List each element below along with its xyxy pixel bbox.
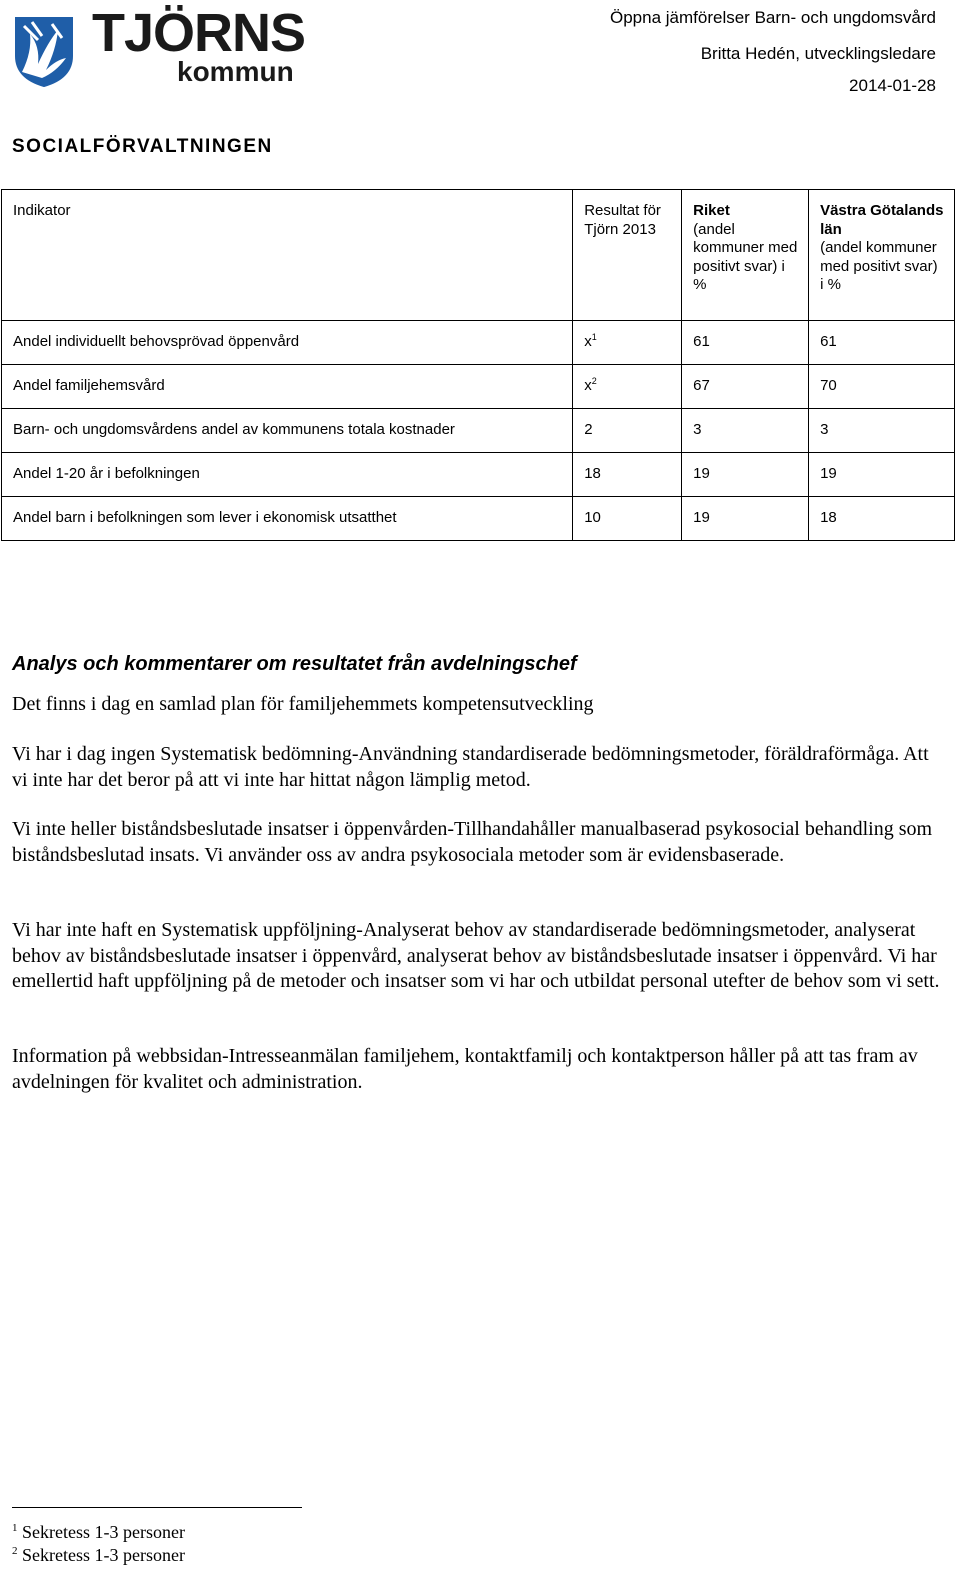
footnote-number: 2 <box>12 1545 18 1557</box>
document-date: 2014-01-28 <box>849 76 936 95</box>
header-riket-rest: (andel kommuner med positivt svar) i % <box>693 220 798 293</box>
footnote-text: Sekretess 1-3 personer <box>22 1545 185 1565</box>
cell-riket: 61 <box>682 321 809 365</box>
table-row <box>2 497 955 541</box>
cell-result <box>573 365 682 409</box>
table-row <box>2 409 955 453</box>
cell-indicator: Andel 1-20 år i befolkningen <box>2 453 573 497</box>
cell-vg: 3 <box>809 409 955 453</box>
cell-indicator: Barn- och ungdomsvårdens andel av kommunens totala kostnader <box>2 409 573 453</box>
cell-riket: 3 <box>682 409 809 453</box>
analysis-paragraph: Vi har inte haft en Systematisk uppföljning-Analyserat behov av standardiserade bedömningsmetoder, analyserat behov av biståndsbeslutade insatser i öppenvård, analyserat behov av biståndsbeslutade insatser i öppenvård. Vi har emellertid haft uppföljning på de metoder och insatser som vi har och utbildat personal utefter de behov som vi sett. <box>12 919 940 992</box>
cell-vg: 70 <box>809 365 955 409</box>
header-vg-rest: (andel kommuner med positivt svar) i % <box>820 239 938 293</box>
document-author: Britta Hedén, utvecklingsledare <box>700 44 936 63</box>
footnote-text: Sekretess 1-3 personer <box>22 1522 185 1542</box>
logo-wordmark: TJÖRNS <box>92 3 306 63</box>
cell-riket: 19 <box>682 497 809 541</box>
table-header-row <box>2 190 955 321</box>
cell-indicator: Andel individuellt behovsprövad öppenvård <box>2 321 573 365</box>
footnote-ref: 1 <box>591 332 597 343</box>
analysis-paragraph: Vi har i dag ingen Systematisk bedömning-Användning standardiserade bedömningsmetoder, föräldraförmåga. Att vi inte har det beror på att vi inte har hittat någon lämplig metod. <box>12 743 929 791</box>
cell-riket: 19 <box>682 453 809 497</box>
footnote <box>12 1521 185 1543</box>
footnote <box>12 1544 185 1566</box>
footnote-divider <box>12 1507 302 1508</box>
header-riket-bold: Riket <box>693 202 730 219</box>
cell-indicator: Andel familjehemsvård <box>2 365 573 409</box>
cell-result: 2 <box>573 409 682 453</box>
analysis-paragraph: Information på webbsidan-Intresseanmälan familjehem, kontaktfamilj och kontaktperson håller på att tas fram av avdelningen för kvalitet och administration. <box>12 1045 918 1093</box>
result-value: x <box>584 333 592 351</box>
cell-indicator: Andel barn i befolkningen som lever i ekonomisk utsatthet <box>2 497 573 541</box>
cell-result <box>573 321 682 365</box>
cell-riket: 67 <box>682 365 809 409</box>
analysis-paragraph: Det finns i dag en samlad plan för familjehemmets kompetensutveckling <box>12 693 594 715</box>
analysis-paragraph: Vi inte heller biståndsbeslutade insatser i öppenvården-Tillhandahåller manualbaserad psykosocial behandling som biståndsbeslutad insats. Vi använder oss av andra psykosociala metoder som är evidensbaserade. <box>12 818 933 866</box>
footnote-number: 1 <box>12 1522 18 1534</box>
cell-result: 18 <box>573 453 682 497</box>
table-row <box>2 453 955 497</box>
document-title: Öppna jämförelser Barn- och ungdomsvård <box>610 8 936 27</box>
analysis-heading: Analys och kommentarer om resultatet från avdelningschef <box>12 653 577 675</box>
department-heading: SOCIALFÖRVALTNINGEN <box>12 136 273 157</box>
cell-vg: 61 <box>809 321 955 365</box>
header-riket <box>682 190 809 321</box>
cell-vg: 18 <box>809 497 955 541</box>
header-result: Resultat för Tjörn 2013 <box>573 190 682 321</box>
footnote-ref: 2 <box>591 376 597 387</box>
header-vastra-gotaland <box>809 190 955 321</box>
coat-of-arms-icon <box>12 12 76 88</box>
cell-vg: 19 <box>809 453 955 497</box>
header-indicator: Indikator <box>2 190 573 321</box>
header-vg-bold: Västra Götalands län <box>820 202 944 238</box>
logo-subtitle: kommun <box>177 56 294 87</box>
table-row <box>2 365 955 409</box>
tjorn-logo <box>12 3 306 92</box>
result-value: x <box>584 377 592 395</box>
table-row <box>2 321 955 365</box>
indicator-table <box>1 189 955 541</box>
cell-result: 10 <box>573 497 682 541</box>
